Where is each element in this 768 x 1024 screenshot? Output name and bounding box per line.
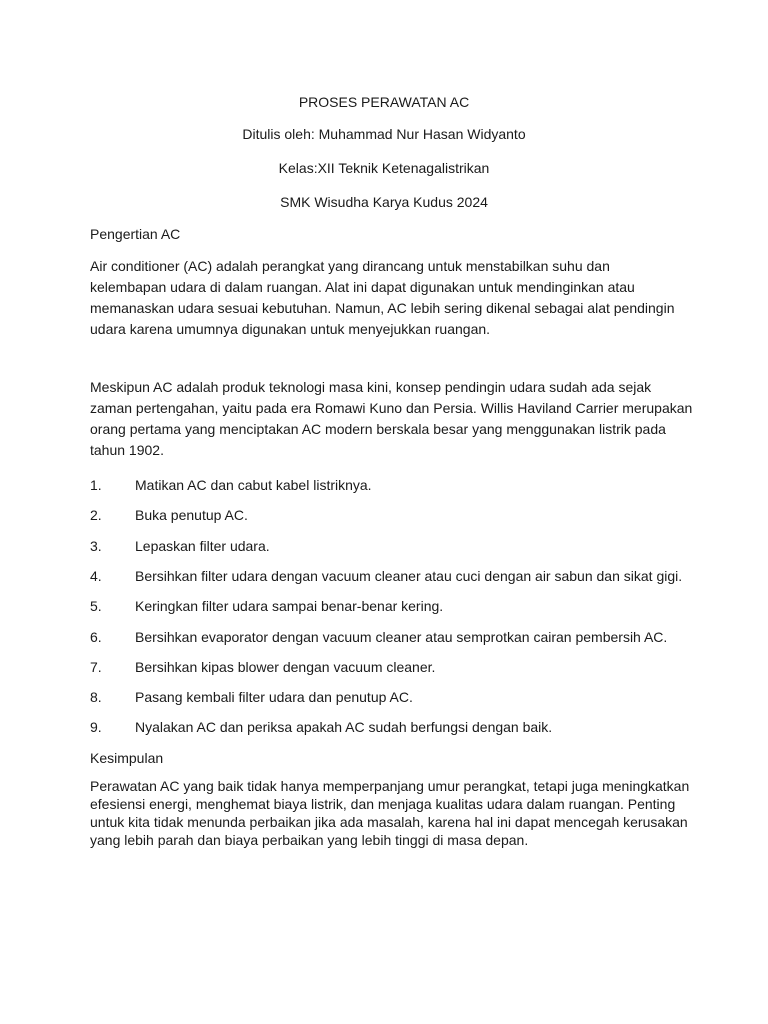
paragraph-line: untuk kita tidak menunda perbaikan jika ada masalah, karena hal ini dapat mencegah kerusakan bbox=[90, 814, 688, 830]
list-text: Nyalakan AC dan periksa apakah AC sudah berfungsi dengan baik. bbox=[135, 719, 553, 735]
list-number: 7. bbox=[90, 659, 102, 675]
paragraph-line: zaman pertengahan, yaitu pada era Romawi Kuno dan Persia. Willis Haviland Carrier merupakan bbox=[90, 400, 693, 416]
class-line: Kelas:XII Teknik Ketenagalistrikan bbox=[278, 160, 490, 176]
list-text: Keringkan filter udara sampai benar-benar kering. bbox=[135, 598, 444, 614]
paragraph-line: efesiensi energi, menghemat biaya listrik, dan menjaga kualitas udara dalam ruangan. Penting bbox=[90, 796, 676, 812]
paragraph-line: Perawatan AC yang baik tidak hanya memperpanjang umur perangkat, tetapi juga meningkatkan bbox=[90, 778, 690, 794]
paragraph-line: Air conditioner (AC) adalah perangkat yang dirancang untuk menstabilkan suhu dan bbox=[90, 258, 610, 274]
list-text: Pasang kembali filter udara dan penutup AC. bbox=[135, 689, 413, 705]
paragraph-conclusion bbox=[90, 777, 690, 849]
section-heading-kesimpulan: Kesimpulan bbox=[90, 750, 164, 766]
school-line: SMK Wisudha Karya Kudus 2024 bbox=[280, 194, 488, 210]
paragraph-history bbox=[90, 377, 693, 461]
list-number: 6. bbox=[90, 629, 102, 645]
document-title: PROSES PERAWATAN AC bbox=[298, 94, 470, 110]
list-number: 5. bbox=[90, 598, 102, 614]
list-number: 4. bbox=[90, 568, 102, 584]
list-number: 9. bbox=[90, 719, 102, 735]
list-text: Buka penutup AC. bbox=[135, 507, 248, 523]
paragraph-line: tahun 1902. bbox=[90, 442, 164, 458]
list-text: Matikan AC dan cabut kabel listriknya. bbox=[135, 477, 372, 493]
author-line: Ditulis oleh: Muhammad Nur Hasan Widyanto bbox=[242, 126, 526, 142]
list-text: Bersihkan filter udara dengan vacuum cleaner atau cuci dengan air sabun dan sikat gigi. bbox=[135, 568, 683, 584]
paragraph-line: Meskipun AC adalah produk teknologi masa kini, konsep pendingin udara sudah ada sejak bbox=[90, 379, 652, 395]
paragraph-line: yang lebih parah dan biaya perbaikan yang lebih tinggi di masa depan. bbox=[90, 832, 529, 848]
paragraph-line: udara karena umumnya digunakan untuk menyejukkan ruangan. bbox=[90, 321, 491, 337]
list-number: 2. bbox=[90, 507, 102, 523]
list-number: 1. bbox=[90, 477, 102, 493]
list-number: 3. bbox=[90, 538, 102, 554]
paragraph-definition bbox=[90, 256, 690, 340]
paragraph-line: kelembapan udara di dalam ruangan. Alat ini dapat digunakan untuk mendinginkan atau bbox=[90, 279, 635, 295]
paragraph-line: orang pertama yang menciptakan AC modern berskala besar yang menggunakan listrik pada bbox=[90, 421, 666, 437]
paragraph-line: memanaskan udara sesuai kebutuhan. Namun, AC lebih sering dikenal sebagai alat pendingin bbox=[90, 300, 675, 316]
list-text: Lepaskan filter udara. bbox=[135, 538, 270, 554]
list-number: 8. bbox=[90, 689, 102, 705]
list-text: Bersihkan kipas blower dengan vacuum cleaner. bbox=[135, 659, 436, 675]
section-heading-pengertian: Pengertian AC bbox=[90, 226, 181, 242]
list-text: Bersihkan evaporator dengan vacuum cleaner atau semprotkan cairan pembersih AC. bbox=[135, 629, 668, 645]
